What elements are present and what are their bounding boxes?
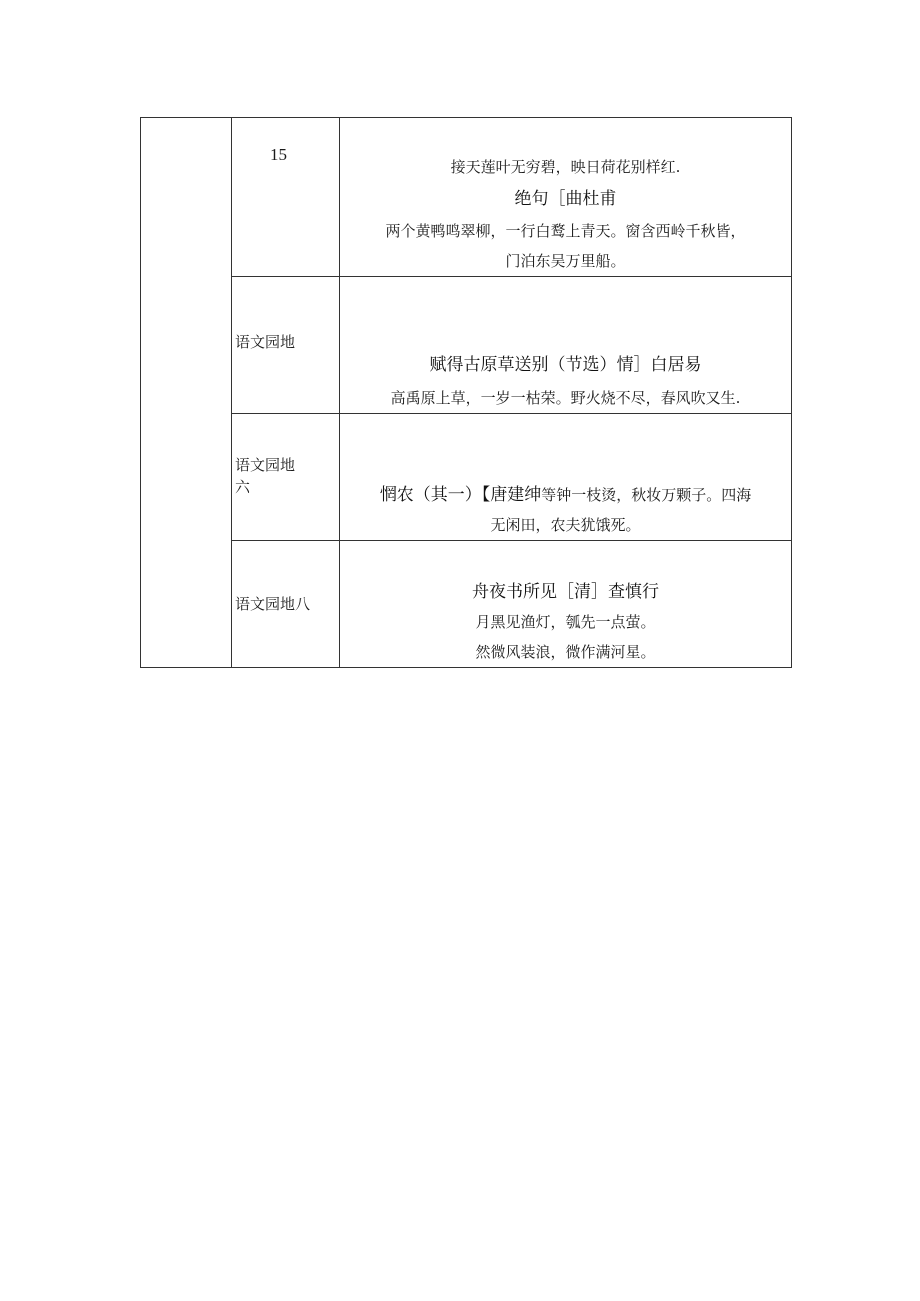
poem-cell xyxy=(340,118,792,277)
poem-line: 高禹原上草，一岁一枯荣。野火烧不尽，春风吹又生. xyxy=(390,389,741,407)
poem-title: 赋得古原草送别（节选）情］白居易 xyxy=(429,355,702,375)
poem-block xyxy=(340,277,791,413)
poem-line: 月黑见渔灯，瓠先一点萤。 xyxy=(475,613,656,631)
poem-cell xyxy=(340,541,792,668)
lesson-label-line: 语文园地 xyxy=(235,456,296,474)
poem-cell xyxy=(340,414,792,541)
lesson-label xyxy=(232,414,339,498)
poem-line: 然微风装浪，微作满河星。 xyxy=(475,643,656,661)
lesson-label: 语文园地八 xyxy=(235,595,311,613)
lesson-cell xyxy=(232,414,340,541)
lesson-label: 15 xyxy=(270,145,287,164)
poem-line: 两个黄鸭鸣翠柳，一行白鹜上青天。窗含西岭千秋皆， xyxy=(385,222,746,240)
poem-block xyxy=(340,541,791,667)
table-row xyxy=(141,541,792,668)
lesson-cell xyxy=(232,277,340,414)
poem-table xyxy=(140,117,792,668)
blank-category-cell xyxy=(141,118,232,668)
poem-line: 接天莲叶无穷碧，映日荷花别样红. xyxy=(450,158,681,176)
poem-title: 惘农（其一）【唐建绅 xyxy=(379,485,542,505)
table-row xyxy=(141,414,792,541)
poem-title: 舟夜书所见［清］查慎行 xyxy=(472,582,659,602)
lesson-cell xyxy=(232,541,340,668)
poem-line: 无闲田，农夫犹饿死。 xyxy=(490,516,641,534)
table-row xyxy=(141,277,792,414)
poem-line xyxy=(340,480,791,510)
lesson-label-line: 六 xyxy=(235,478,251,496)
poem-line: 门泊东吴万里船。 xyxy=(505,252,626,270)
lesson-label: 语文园地 xyxy=(235,333,296,351)
poem-cell xyxy=(340,277,792,414)
table-row xyxy=(141,118,792,277)
lesson-cell xyxy=(232,118,340,277)
poem-title: 绝句［曲杜甫 xyxy=(514,189,617,209)
poem-text: 等钟一枝烫，秋妆万颗子。四海 xyxy=(541,486,752,504)
poem-block xyxy=(340,414,791,540)
poem-block xyxy=(340,118,791,276)
